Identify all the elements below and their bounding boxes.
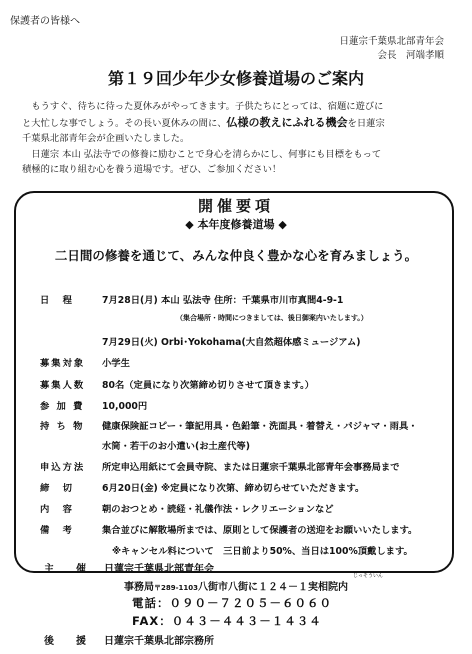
schedule-day-2: 7月29日(火) Orbi･Yokohama(大自然超体感ミュージアム) <box>102 337 361 348</box>
office-prefix: 事務局 <box>124 582 154 593</box>
address-text: 八街市八街に１２４－１実相院内 <box>198 582 348 593</box>
intro-line-1: もうすぐ、待ちに待った夏休みがやってきます。子供たちにとっては、宿題に遊びに <box>31 101 384 112</box>
remarks-label: 備 考 <box>40 525 74 536</box>
content-value: 朝のおつとめ・読経・礼儀作法・レクリエーションなど <box>102 504 334 515</box>
fax-number: FAX：０４３－４４３－１４３４ <box>132 614 322 628</box>
host-value: 日蓮宗千葉県北部青年会 <box>104 564 214 575</box>
postal-code: 〒289-1103 <box>154 584 198 592</box>
deadline-label: 締 切 <box>40 483 74 494</box>
page-title: 第１９回少年少女修養道場のご案内 <box>107 69 364 88</box>
intro-paragraph <box>22 99 460 178</box>
support-label: 後 援 <box>44 636 92 647</box>
motto: 二日間の修養を通じて、みんな仲良く豊かな心を育みましょう。 <box>54 248 418 263</box>
support-value: 日蓮宗千葉県北部宗務所 <box>104 636 214 647</box>
intro-line-3: 千葉県北部青年会が企画いたしました。 <box>22 133 190 144</box>
intro-line-2-tail: を日蓮宗 <box>347 117 385 129</box>
fee-value: 10,000円 <box>102 401 148 412</box>
capacity-label: 募集人数 <box>40 380 86 391</box>
president-name: 会長 河端孝順 <box>377 50 444 61</box>
apply-value: 所定申込用紙にて会員寺院、または日蓮宗千葉県北部青年会事務局まで <box>102 462 400 473</box>
organization-name: 日蓮宗千葉県北部青年会 <box>339 36 444 47</box>
schedule-note: （集合場所・時間につきましては、後日御案内いたします。） <box>176 314 368 322</box>
intro-line-5: 積極的に取り組む心を養う道場です。ぜひ、ご参加ください！ <box>22 164 282 175</box>
deadline-value: 6月20日(金) ※定員になり次第、締め切らせていただきます。 <box>102 483 365 494</box>
box-subtitle: ◆ 本年度修養道場 ◆ <box>185 218 287 231</box>
office-address <box>124 578 348 593</box>
content-label: 内 容 <box>40 504 74 515</box>
intro-line-2: と大忙しな事でしょう。その長い夏休みの間に、 <box>22 117 227 129</box>
items-line-1: 健康保険証コピー・筆記用具・色鉛筆・洗面具・着替え・パジャマ・雨具・ <box>102 421 418 432</box>
items-line-2: 水筒・若干のお小遣い(お土産代等) <box>102 441 250 452</box>
box-title: 開催要項 <box>197 197 274 215</box>
items-label: 持 ち 物 <box>40 421 85 432</box>
schedule-label: 日 程 <box>40 295 74 306</box>
intro-emphasis: 仏様の教えにふれる機会 <box>226 115 348 129</box>
target-label: 募集対象 <box>40 358 86 369</box>
remarks-line-1: 集合並びに解散場所までは、原則として保護者の送迎をお願いいたします。 <box>102 525 418 536</box>
intro-line-4: 日蓮宗 本山 弘法寺での修養に励むことで身心を清らかにし、何事にも目標をもって <box>31 148 382 160</box>
address-ruby: じっそういん <box>353 573 384 579</box>
apply-label: 申込方法 <box>40 462 86 473</box>
fee-label: 参 加 費 <box>40 401 85 412</box>
schedule-day-1: 7月28日(月) 本山 弘法寺 住所：千葉県市川市真間4-9-1 <box>102 295 344 306</box>
target-value: 小学生 <box>102 358 130 369</box>
host-label: 主 催 <box>44 564 92 575</box>
remarks-line-2: ※キャンセル料について 三日前より50%、当日は100%頂戴します。 <box>112 546 413 557</box>
capacity-value: 80名（定員になり次第締め切りさせて頂きます。） <box>102 380 315 391</box>
phone-number: 電話：０９０－７２０５－６０６０ <box>132 596 332 610</box>
salutation: 保護者の皆様へ <box>10 16 80 27</box>
